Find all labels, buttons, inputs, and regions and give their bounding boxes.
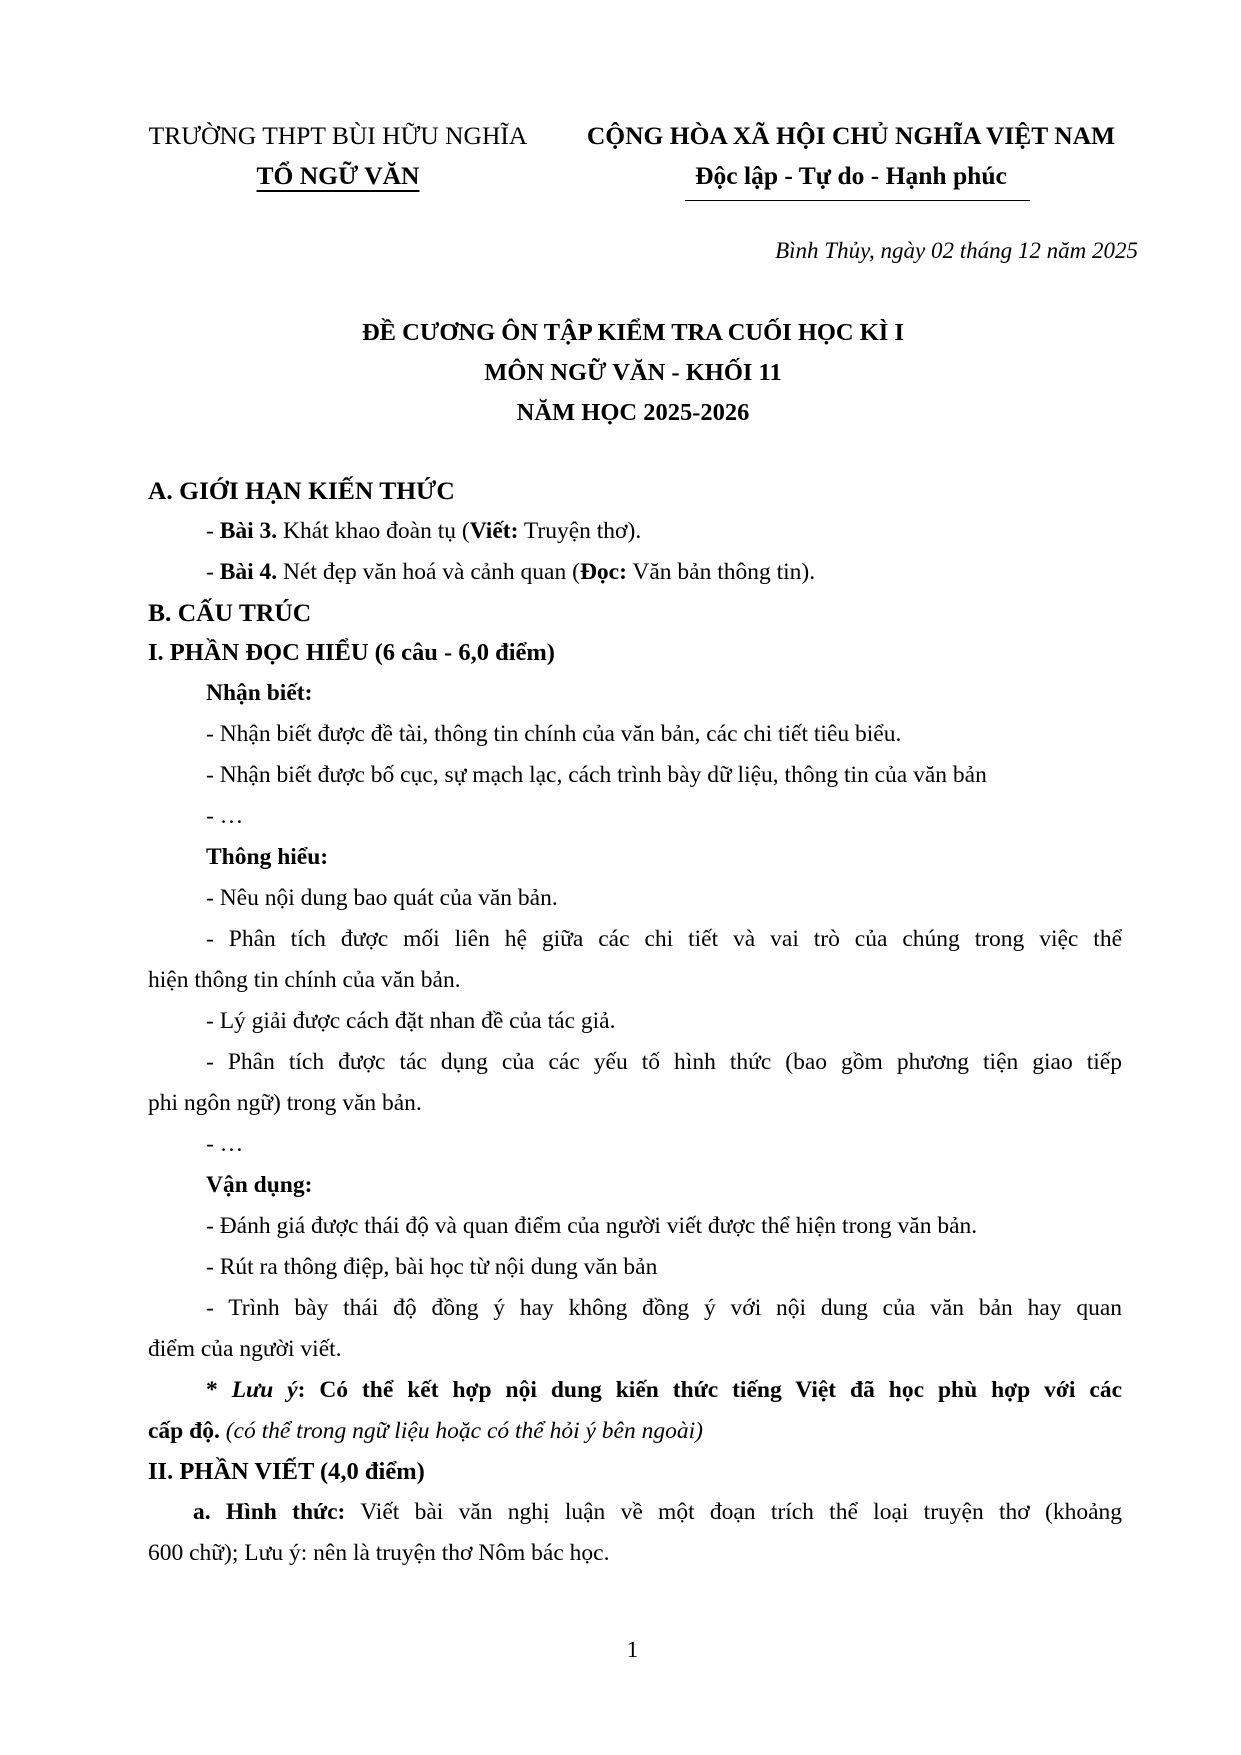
note-label: Lưu ý — [231, 1377, 298, 1403]
understand-label: Thông hiểu: — [206, 844, 329, 870]
part-1-heading: I. PHẦN ĐỌC HIỂU (6 câu - 6,0 điểm) — [148, 639, 555, 666]
understand-line-3: - Lý giải được cách đặt nhan đề của tác giả. — [206, 1008, 616, 1034]
item-text: Văn bản thông tin). — [626, 559, 816, 585]
understand-line-1: - Nêu nội dung bao quát của văn bản. — [206, 885, 558, 911]
recognize-line-3: - … — [206, 803, 244, 829]
section-b-heading: B. CẤU TRÚC — [148, 598, 312, 627]
school-name: TRƯỜNG THPT BÙI HỮU NGHĨA — [148, 121, 528, 150]
item-lesson: Bài 4. — [219, 559, 278, 585]
motto-underline — [685, 200, 1030, 201]
note-line-2 — [148, 1411, 1122, 1452]
note-line-1 — [148, 1370, 1122, 1411]
item-text: Khát khao đoàn tụ ( — [277, 518, 470, 544]
document-date: Bình Thủy, ngày 02 tháng 12 năm 2025 — [775, 238, 1138, 263]
item-text: Truyện thơ). — [518, 518, 642, 544]
understand-line-4a: - Phân tích được tác dụng của các yếu tố hình thức (bao gồm phương tiện giao tiếp — [206, 1049, 1122, 1075]
page-number: 1 — [626, 1637, 639, 1662]
recognize-label: Nhận biết: — [206, 680, 313, 706]
document-body — [148, 471, 1122, 1574]
recognize-line-1: - Nhận biết được đề tài, thông tin chính của văn bản, các chi tiết tiêu biểu. — [206, 721, 902, 747]
understand-line-2b: hiện thông tin chính của văn bản. — [148, 967, 461, 993]
document-title — [0, 313, 1241, 433]
understand-line-5: - … — [206, 1131, 244, 1157]
understand-line-2a: - Phân tích được mối liên hệ giữa các chi tiết và vai trò của chúng trong việc thể — [206, 926, 1122, 952]
national-motto: Độc lập - Tự do - Hạnh phúc — [695, 161, 1007, 190]
part-2-heading: II. PHẦN VIẾT (4,0 điểm) — [148, 1458, 425, 1485]
section-a-item-2 — [148, 552, 1122, 593]
title-line-1: ĐỀ CƯƠNG ÔN TẬP KIỂM TRA CUỐI HỌC KÌ I — [361, 319, 904, 346]
national-header — [566, 116, 1136, 196]
item-prefix: - — [206, 518, 220, 544]
note-star: * — [206, 1377, 232, 1403]
apply-label: Vận dụng: — [206, 1172, 313, 1198]
item-skill: Đọc: — [579, 559, 627, 585]
recognize-line-2: - Nhận biết được bố cục, sự mạch lạc, cách trình bày dữ liệu, thông tin của văn bản — [206, 762, 987, 788]
apply-line-3b: điểm của người viết. — [148, 1336, 342, 1362]
apply-line-2: - Rút ra thông điệp, bài học từ nội dung văn bản — [206, 1254, 658, 1280]
understand-line-4b: phi ngôn ngữ) trong văn bản. — [148, 1090, 422, 1116]
section-a-item-1 — [148, 511, 1122, 552]
title-line-2: MÔN NGỮ VĂN - KHỐI 11 — [484, 359, 782, 386]
note-italic: (có thể trong ngữ liệu hoặc có thể hỏi ý bên ngoài) — [219, 1418, 703, 1444]
item-lesson: Bài 3. — [219, 518, 278, 544]
form-line-2: 600 chữ); Lưu ý: nên là truyện thơ Nôm bác học. — [148, 1540, 610, 1566]
title-line-3: NĂM HỌC 2025-2026 — [516, 399, 750, 426]
item-prefix: - — [206, 559, 220, 585]
note-text: cấp độ. — [148, 1418, 220, 1444]
form-line-1 — [148, 1492, 1122, 1533]
note-text: : Có thể kết hợp nội dung kiến thức tiếng Việt đã học phù hợp với các — [297, 1377, 1123, 1403]
department-name: TỔ NGỮ VĂN — [256, 161, 420, 190]
school-header — [133, 116, 543, 196]
item-skill: Viết: — [469, 518, 519, 544]
apply-line-3a: - Trình bày thái độ đồng ý hay không đồng ý với nội dung của văn bản hay quan — [206, 1295, 1122, 1321]
item-text: Nét đẹp văn hoá và cảnh quan ( — [277, 559, 580, 585]
form-text: Viết bài văn nghị luận về một đoạn trích thể loại truyện thơ (khoảng — [345, 1499, 1122, 1525]
form-label: a. Hình thức: — [193, 1499, 346, 1525]
nation-name: CỘNG HÒA XÃ HỘI CHỦ NGHĨA VIỆT NAM — [586, 121, 1116, 150]
section-a-heading: A. GIỚI HẠN KIẾN THỨC — [148, 476, 455, 505]
apply-line-1: - Đánh giá được thái độ và quan điểm của người viết được thể hiện trong văn bản. — [206, 1213, 978, 1239]
